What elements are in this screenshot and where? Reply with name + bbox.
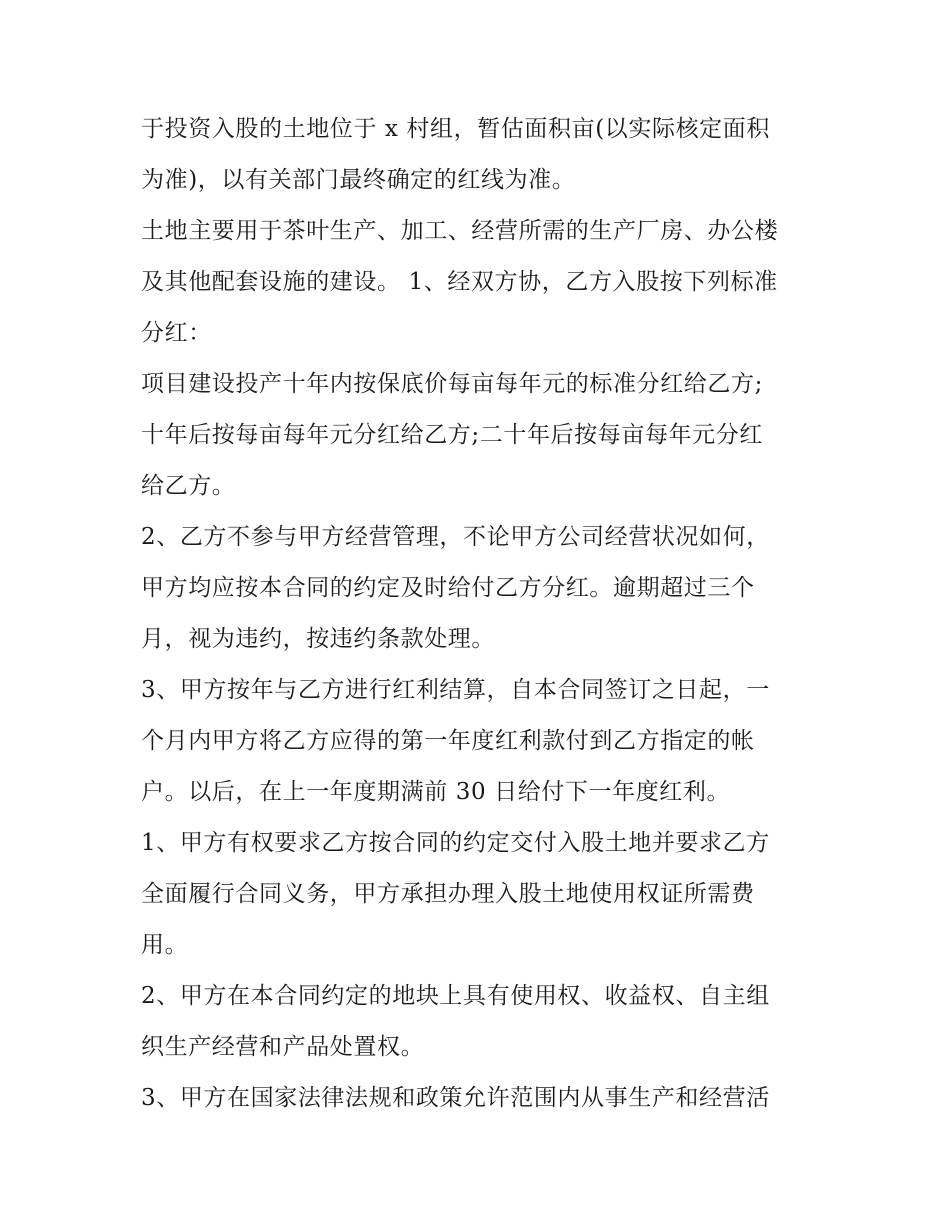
text-line: 3、甲方在国家法律法规和政策允许范围内从事生产和经营活 [141,1085,770,1111]
paragraph-land-use [141,206,821,359]
text-line: 织生产经营和产品处置权。 [141,1034,425,1060]
text-line: 个月内甲方将乙方应得的第一年度红利款付到乙方指定的帐 [141,728,755,754]
text-line: 2、甲方在本合同约定的地块上具有使用权、收益权、自主组 [141,983,770,1009]
text-line: 甲方均应按本合同的约定及时给付乙方分红。逾期超过三个 [141,575,755,601]
text-line: 项目建设投产十年内按保底价每亩每年元的标准分红给乙方; [141,371,763,397]
text-line: 十年后按每亩每年元分红给乙方;二十年后按每亩每年元分红 [141,422,763,448]
text-line: 月，视为违约，按违约条款处理。 [141,626,495,652]
paragraph-party-a-right-1 [141,818,821,971]
text-line: 用。 [141,932,189,958]
paragraph-clause-3-settlement [141,665,821,818]
text-line: 为准)，以有关部门最终确定的红线为准。 [141,167,576,193]
text-line: 于投资入股的土地位于 x 村组，暂估面积亩(以实际核定面积 [141,116,770,142]
paragraph-party-a-right-2 [141,971,821,1073]
text-line: 土地主要用于茶叶生产、加工、经营所需的生产厂房、办公楼 [141,218,779,244]
paragraph-clause-2-management [141,512,821,665]
text-line: 及其他配套设施的建设。 1、经双方协，乙方入股按下列标准 [141,269,778,295]
text-line: 给乙方。 [141,473,236,499]
paragraph-land-location [141,104,821,206]
text-line: 1、甲方有权要求乙方按合同的约定交付入股土地并要求乙方 [141,830,770,856]
text-line: 户。以后，在上一年度期满前 30 日给付下一年度红利。 [141,779,731,805]
text-line: 2、乙方不参与甲方经营管理，不论甲方公司经营状况如何， [141,524,770,550]
text-line: 3、甲方按年与乙方进行红利结算，自本合同签订之日起，一 [141,677,770,703]
text-line: 分红： [141,320,212,346]
paragraph-dividend-schedule [141,359,821,512]
document-body [141,104,821,1124]
paragraph-party-a-right-3 [141,1073,821,1124]
text-line: 全面履行合同义务，甲方承担办理入股土地使用权证所需费 [141,881,755,907]
